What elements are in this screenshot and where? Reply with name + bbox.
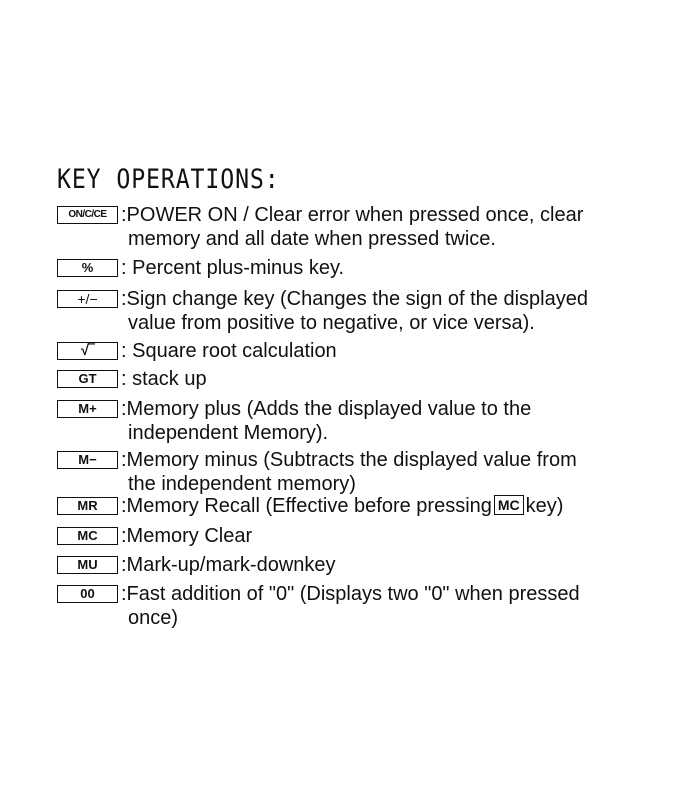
key-description — [121, 339, 700, 363]
key-description — [121, 397, 700, 445]
description-line: memory and all date when pressed twice. — [128, 228, 496, 250]
description-line: :Mark-up/mark-downkey — [121, 554, 336, 576]
description-line: :Memory plus (Adds the displayed value to the — [121, 398, 532, 420]
key-sign-change-icon: +/− — [57, 290, 118, 308]
description-line: :POWER ON / Clear error when pressed once, clear — [121, 204, 584, 226]
key-description — [121, 524, 700, 548]
key-on-c-ce-icon: ON/C/CE — [57, 206, 118, 224]
description-text: :Memory Recall (Effective before pressing — [121, 495, 492, 517]
key-memory-minus-icon: M− — [57, 451, 118, 469]
key-mark-up-icon: MU — [57, 556, 118, 574]
description-line: :Sign change key (Changes the sign of the displayed — [121, 288, 588, 310]
key-gt-icon: GT — [57, 370, 118, 388]
description-line: once) — [128, 607, 179, 629]
key-description — [121, 448, 700, 496]
key-description — [121, 553, 700, 577]
description-line: : Percent plus-minus key. — [121, 257, 345, 279]
description-line: independent Memory). — [128, 422, 329, 444]
description-line: : stack up — [121, 368, 207, 390]
section-title: KEY OPERATIONS: — [57, 164, 280, 195]
key-description — [121, 256, 700, 280]
description-line: : Square root calculation — [121, 340, 337, 362]
key-description — [121, 367, 700, 391]
key-double-zero-icon: 00 — [57, 585, 118, 603]
inline-mc-key-icon: MC — [494, 495, 524, 515]
description-line: :Memory minus (Subtracts the displayed value from — [121, 449, 577, 471]
key-description — [121, 203, 700, 251]
key-description — [121, 287, 700, 335]
key-square-root-icon: √‾ — [57, 342, 118, 360]
description-line: the independent memory) — [128, 473, 356, 495]
key-description — [121, 494, 700, 518]
key-description — [121, 582, 700, 630]
key-percent-icon: % — [57, 259, 118, 277]
description-line: :Memory Clear — [121, 525, 253, 547]
description-line: value from positive to negative, or vice versa). — [128, 312, 535, 334]
key-memory-clear-icon: MC — [57, 527, 118, 545]
description-text: key) — [525, 495, 564, 517]
description-line: :Fast addition of "0" (Displays two "0" when pressed — [121, 583, 580, 605]
description-line — [121, 494, 700, 518]
key-memory-plus-icon: M+ — [57, 400, 118, 418]
key-memory-recall-icon: MR — [57, 497, 118, 515]
